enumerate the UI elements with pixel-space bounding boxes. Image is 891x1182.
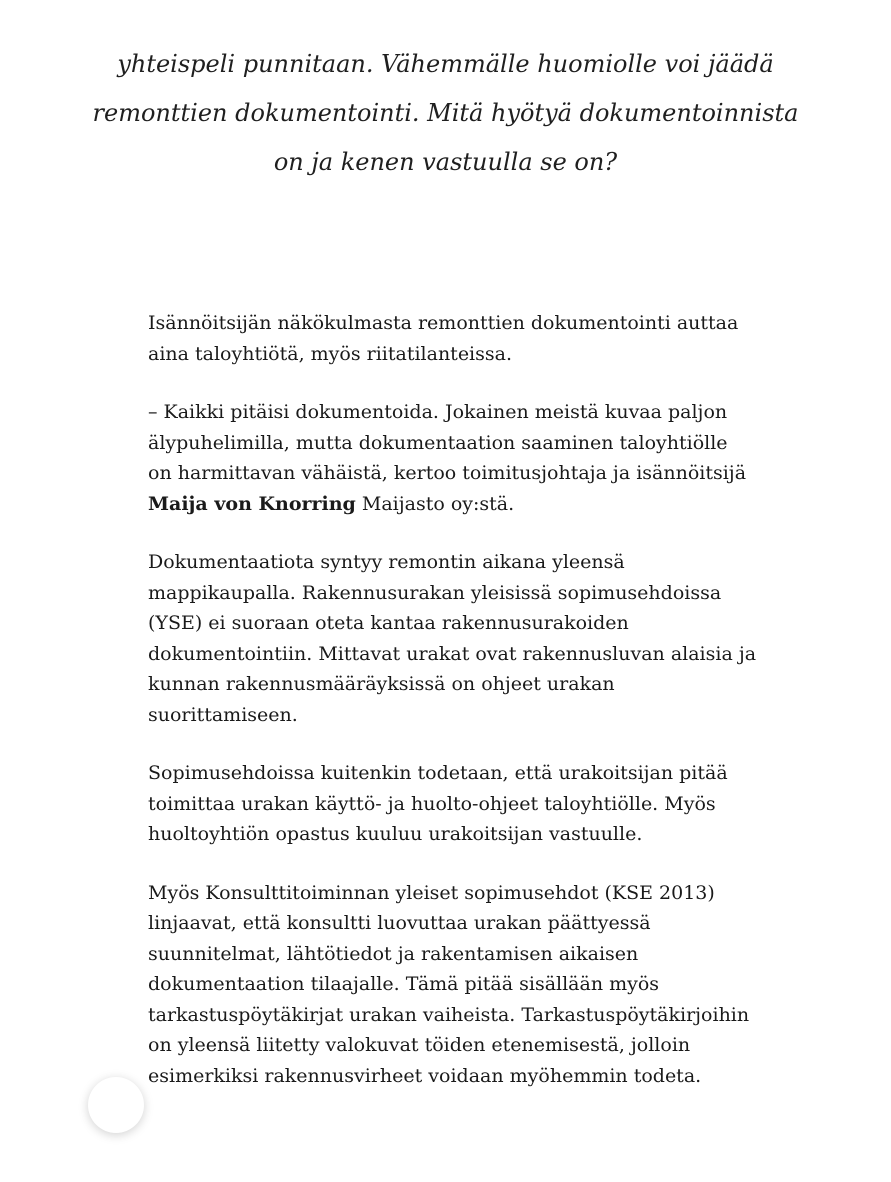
text-line: Sopimusehdoissa kuitenkin todetaan, että urakoitsijan pitää — [148, 762, 728, 784]
text-line: suunnitelmat, lähtötiedot ja rakentamisen aikaisen — [148, 942, 639, 965]
text-line: esimerkiksi rakennusvirheet voidaan myöhemmin todeta. — [148, 1064, 702, 1087]
text-line: suorittamiseen. — [148, 703, 298, 726]
lead-line: on ja kenen vastuulla se on? — [273, 148, 618, 176]
paragraph-5 — [148, 878, 758, 1092]
text-line: toimittaa urakan käyttö- ja huolto-ohjeet taloyhtiölle. Myös — [148, 792, 716, 815]
text-line: (YSE) ei suoraan oteta kantaa rakennusurakoiden — [148, 612, 629, 634]
text-line: Myös Konsulttitoiminnan yleiset sopimusehdot (KSE 2013) — [148, 881, 715, 904]
text-line: dokumentointiin. Mittavat urakat ovat rakennusluvan alaisia ja — [148, 642, 757, 665]
text-line: älypuhelimilla, mutta dokumentaation saaminen taloyhtiölle — [148, 431, 728, 454]
text-line: linjaavat, että konsultti luovuttaa urakan päättyessä — [148, 912, 651, 934]
lead-line: yhteispeli punnitaan. Vähemmälle huomiolle voi jäädä — [117, 50, 774, 78]
text-line: aina taloyhtiötä, myös riitatilanteissa. — [148, 342, 513, 365]
text-line: Dokumentaatiota syntyy remontin aikana yleensä — [148, 551, 625, 573]
text-line: tarkastuspöytäkirjat urakan vaiheista. Tarkastuspöytäkirjoihin — [148, 1003, 750, 1026]
text-line: on yleensä liitetty valokuvat töiden etenemisestä, jolloin — [148, 1034, 691, 1056]
person-name: Maija von Knorring — [148, 492, 356, 515]
article-body — [148, 308, 758, 1119]
lead-line: remonttien dokumentointi. Mitä hyötyä dokumentoinnista — [92, 99, 799, 127]
text-line: huoltoyhtiön opastus kuuluu urakoitsijan vastuulle. — [148, 823, 643, 845]
floating-action-button[interactable] — [88, 1077, 144, 1133]
text-line: mappikaupalla. Rakennusurakan yleisissä sopimusehdoissa — [148, 581, 722, 604]
paragraph-4 — [148, 758, 758, 850]
text-line: – Kaikki pitäisi dokumentoida. Jokainen meistä kuvaa paljon — [148, 401, 728, 423]
text-line: Isännöitsijän näkökulmasta remonttien dokumentointi auttaa — [148, 312, 739, 334]
text-line: dokumentaation tilaajalle. Tämä pitää sisällään myös — [148, 973, 660, 995]
article-lead — [90, 40, 801, 187]
paragraph-3 — [148, 547, 758, 730]
text-line: on harmittavan vähäistä, kertoo toimitusjohtaja ja isännöitsijä — [148, 462, 747, 484]
paragraph-1 — [148, 308, 758, 369]
paragraph-2 — [148, 397, 758, 519]
text-line: kunnan rakennusmääräyksissä on ohjeet urakan — [148, 673, 615, 695]
company-text: Maijasto oy:stä. — [355, 492, 515, 515]
text-line — [148, 489, 758, 520]
